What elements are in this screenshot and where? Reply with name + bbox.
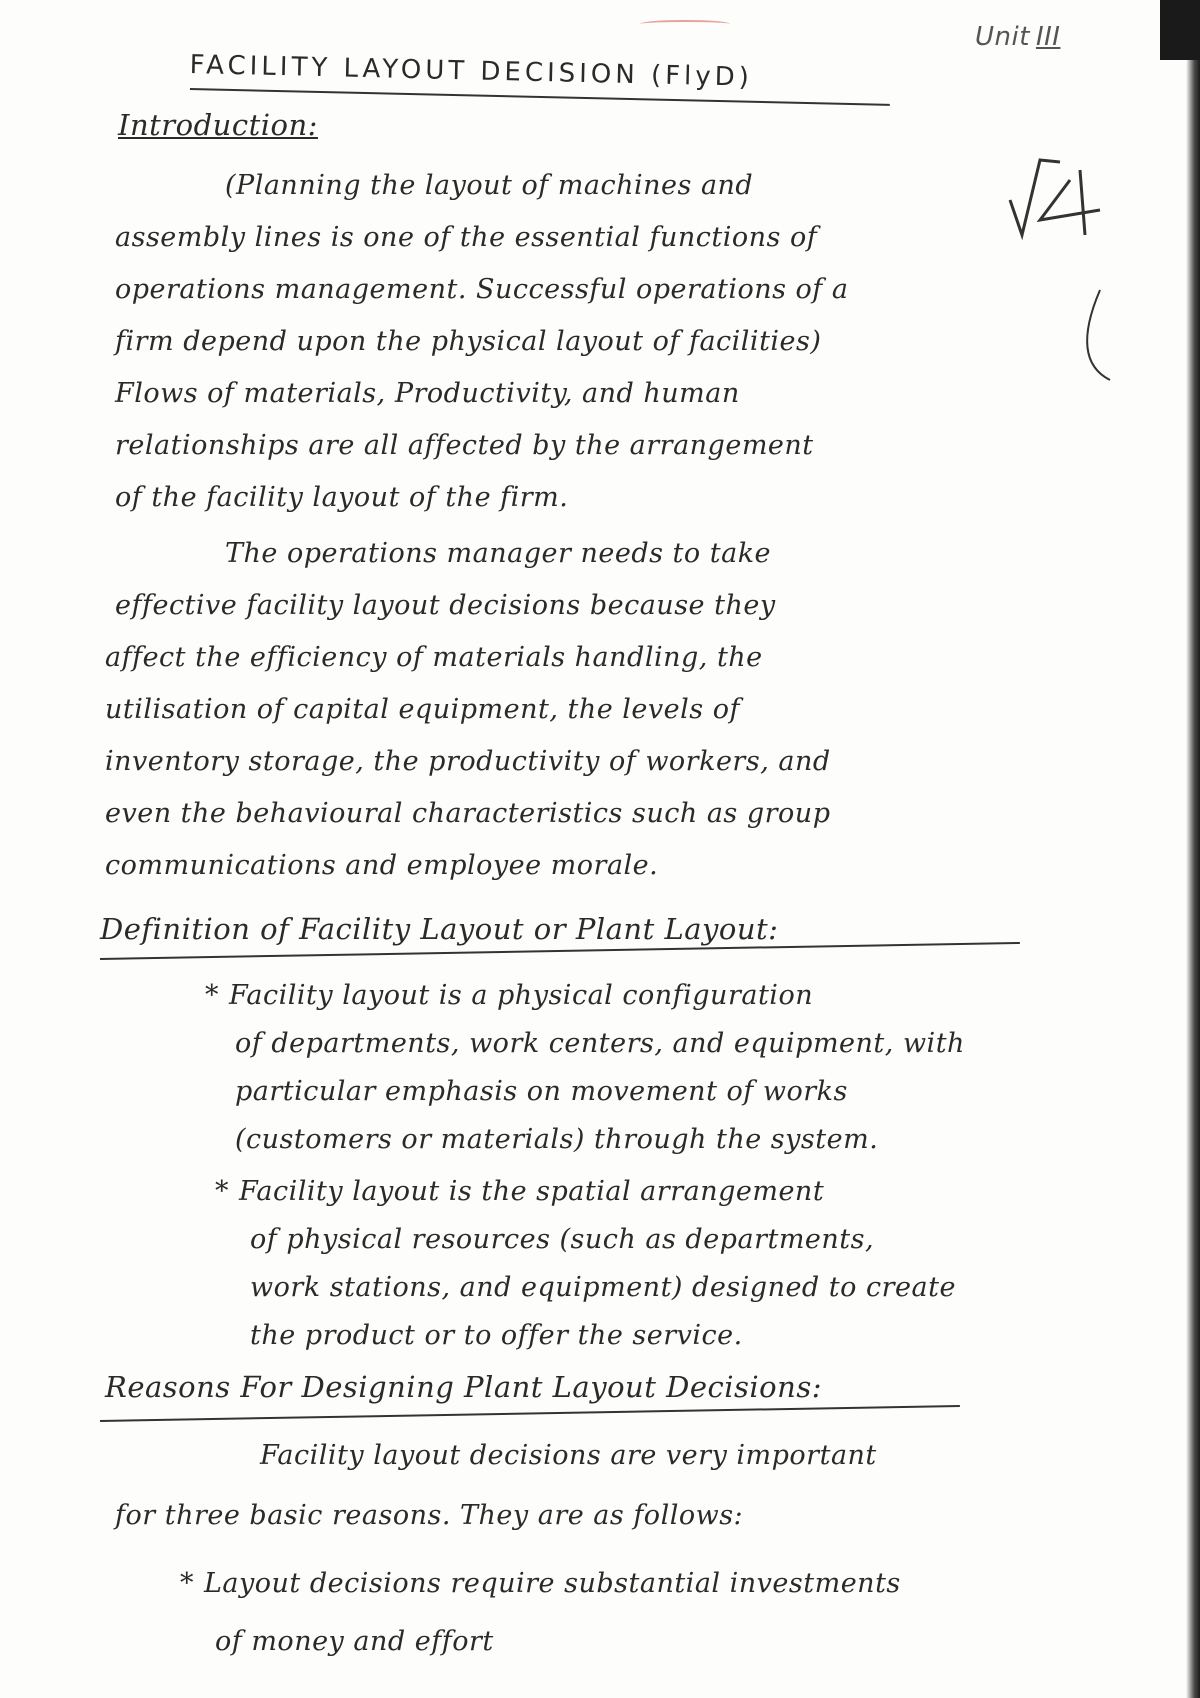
reasons-para-line2: for three basic reasons. They are as follows: <box>115 1500 744 1531</box>
definition-bullet1-line4: (customers or materials) through the system. <box>235 1124 879 1155</box>
reasons-heading: Reasons For Designing Plant Layout Decisions: <box>105 1370 822 1404</box>
page-edge-shadow <box>1186 0 1200 1698</box>
definition-bullet1-line3: particular emphasis on movement of works <box>235 1076 848 1107</box>
faint-pink-mark <box>640 20 730 28</box>
intro-p2-line3: affect the efficiency of materials handling, the <box>105 642 763 673</box>
intro-p2-line5: inventory storage, the productivity of workers, and <box>105 746 831 777</box>
intro-p1-line5: Flows of materials, Productivity, and human <box>115 378 740 409</box>
definition-bullet2-line2: of physical resources (such as departments, <box>250 1224 875 1255</box>
intro-p1-line7: of the facility layout of the firm. <box>115 482 569 513</box>
reasons-bullet1-line2: of money and effort <box>215 1626 494 1657</box>
definition-bullet2-text1: Facility layout is the spatial arrangement <box>239 1176 825 1207</box>
intro-p1-line2: assembly lines is one of the essential functions of <box>115 222 818 253</box>
definition-bullet2-line4: the product or to offer the service. <box>250 1320 743 1351</box>
intro-p2-line7: communications and employee morale. <box>105 850 659 881</box>
definition-bullet1-line2: of departments, work centers, and equipment, with <box>235 1028 965 1059</box>
unit-word: Unit <box>975 22 1030 52</box>
bullet-asterisk: * <box>215 1176 229 1207</box>
definition-heading: Definition of Facility Layout or Plant Layout: <box>100 912 779 946</box>
intro-heading: Introduction: <box>118 108 318 142</box>
unit-label <box>975 22 1060 52</box>
intro-p1-line4: firm depend upon the physical layout of facilities) <box>115 326 822 357</box>
reasons-para-line1: Facility layout decisions are very important <box>260 1440 877 1471</box>
intro-p2-line6: even the behavioural characteristics such as group <box>105 798 831 829</box>
bullet-asterisk: * <box>205 980 219 1011</box>
intro-p1-line3: operations management. Successful operations of a <box>115 274 849 305</box>
unit-number: III <box>1035 22 1061 52</box>
margin-check-mark <box>1000 140 1120 400</box>
title-underline <box>190 88 890 106</box>
definition-bullet2-line3: work stations, and equipment) designed to create <box>250 1272 956 1303</box>
intro-p2-line4: utilisation of capital equipment, the levels of <box>105 694 740 725</box>
reasons-heading-rule <box>100 1405 960 1422</box>
bullet-asterisk: * <box>180 1568 194 1599</box>
reasons-bullet1-text1: Layout decisions require substantial investments <box>204 1568 901 1599</box>
reasons-bullet1-line1 <box>180 1568 901 1599</box>
definition-bullet1-text1: Facility layout is a physical configuration <box>229 980 814 1011</box>
definition-bullet2-line1 <box>215 1176 824 1207</box>
definition-bullet1-line1 <box>205 980 813 1011</box>
page-corner <box>1160 0 1200 60</box>
page-title: FACILITY LAYOUT DECISION (FlyD) <box>189 50 754 93</box>
intro-p1-line1: (Planning the layout of machines and <box>225 170 754 201</box>
intro-p2-line1: The operations manager needs to take <box>225 538 772 569</box>
intro-p2-line2: effective facility layout decisions because they <box>115 590 776 621</box>
intro-p1-line6: relationships are all affected by the arrangement <box>115 430 814 461</box>
